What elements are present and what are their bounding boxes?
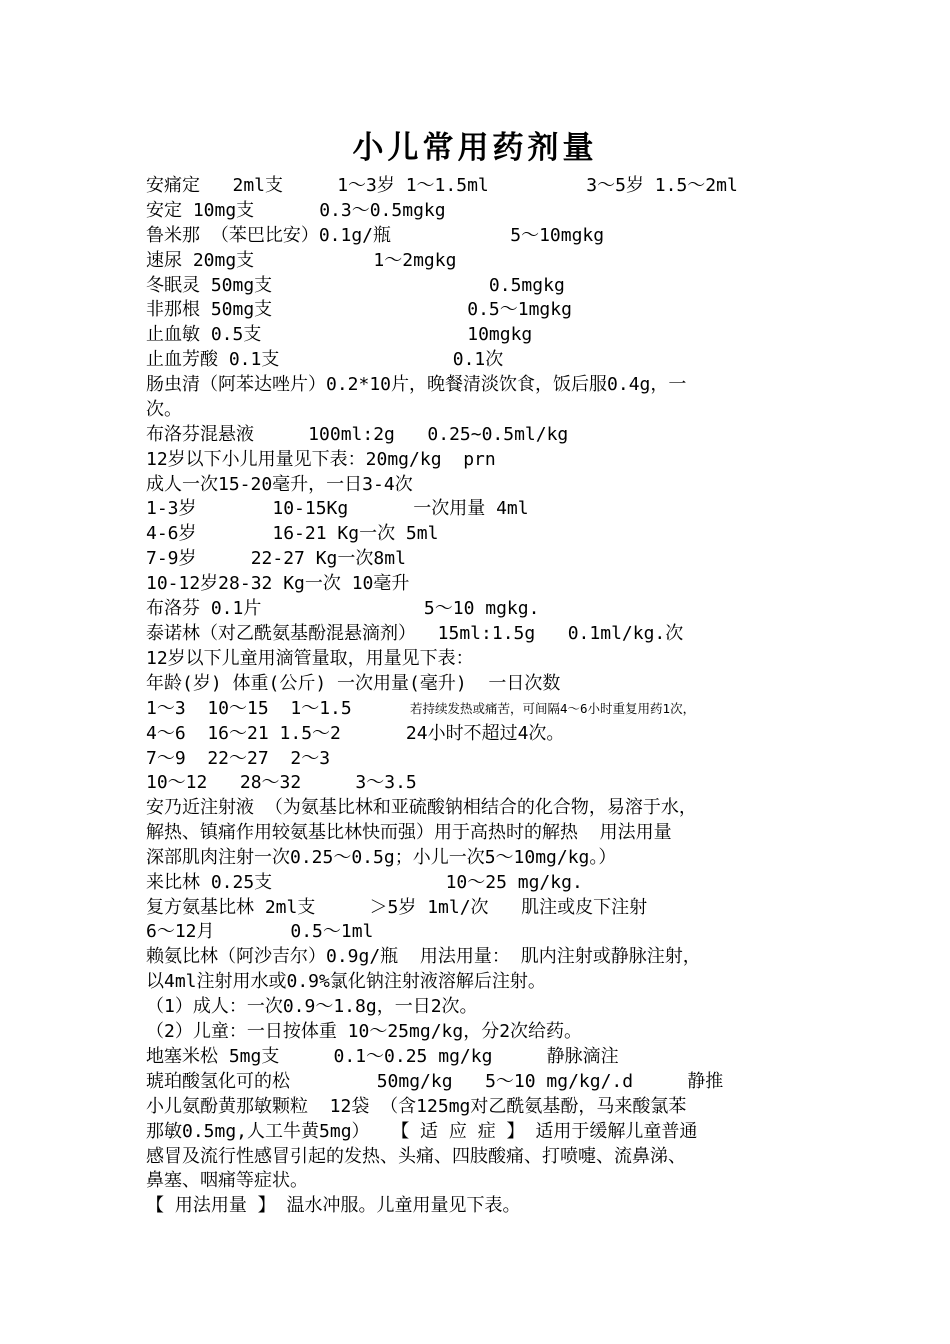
text-line: 10～12 28～32 3～3.5: [146, 772, 417, 793]
text-line: 1～3 10～15 1～1.5: [146, 698, 352, 719]
text-line: 【 用法用量 】 温水冲服。儿童用量见下表。: [146, 1195, 521, 1216]
text-line: 冬眠灵 50mg支 0.5mgkg: [146, 275, 565, 296]
text-line: 年龄(岁) 体重(公斤) 一次用量(毫升) 一日次数: [146, 673, 561, 694]
text-line: 成人一次15-20毫升，一日3-4次: [146, 474, 413, 495]
text-line: 安痛定 2ml支 1～3岁 1～1.5ml 3～5岁 1.5～2ml: [146, 175, 738, 196]
text-line: 深部肌肉注射一次0.25～0.5g；小儿一次5～10mg/kg。）: [146, 847, 617, 868]
text-line: （2）儿童：一日按体重 10～25mg/kg，分2次给药。: [146, 1021, 583, 1042]
text-line: 小儿氨酚黄那敏颗粒 12袋 （含125mg对乙酰氨基酚，马来酸氯苯: [146, 1096, 687, 1117]
page-title: 小儿常用药剂量: [352, 130, 598, 166]
text-line: 止血芳酸 0.1支 0.1次: [146, 349, 504, 370]
text-line: 7-9岁 22-27 Kg一次8ml: [146, 548, 406, 569]
text-line: 那敏0.5mg,人工牛黄5mg） 【 适 应 症 】 适用于缓解儿童普通: [146, 1121, 698, 1142]
text-line: 10-12岁28-32 Kg一次 10毫升: [146, 573, 410, 594]
text-line: 来比林 0.25支 10～25 mg/kg.: [146, 872, 583, 893]
text-line: 布洛芬混悬液 100ml:2g 0.25~0.5ml/kg: [146, 424, 569, 445]
text-line: 鼻塞、咽痛等症状。: [146, 1170, 308, 1191]
text-line: 鲁米那 （苯巴比安）0.1g/瓶 5～10mgkg: [146, 225, 605, 246]
text-line: 止血敏 0.5支 10mgkg: [146, 324, 533, 345]
dosage-note: 若持续发热或痛苦，可间隔4～6小时重复用药1次，: [410, 701, 696, 716]
text-line: 1-3岁 10-15Kg 一次用量 4ml: [146, 498, 529, 519]
text-line: 感冒及流行性感冒引起的发热、头痛、四肢酸痛、打喷嚏、流鼻涕、: [146, 1146, 686, 1167]
text-line: 以4ml注射用水或0.9%氯化钠注射液溶解后注射。: [146, 971, 546, 992]
text-line: 非那根 50mg支 0.5～1mgkg: [146, 299, 572, 320]
text-line: 赖氨比林（阿沙吉尔）0.9g/瓶 用法用量： 肌内注射或静脉注射，: [146, 946, 701, 967]
text-line: 7～9 22～27 2～3: [146, 748, 331, 769]
text-line: 4-6岁 16-21 Kg一次 5ml: [146, 523, 439, 544]
text-line: （1）成人：一次0.9～1.8g，一日2次。: [146, 996, 478, 1017]
text-line: 肠虫清（阿苯达唑片）0.2*10片，晚餐清淡饮食，饭后服0.4g，一: [146, 374, 687, 395]
text-line: 布洛芬 0.1片 5～10 mgkg.: [146, 598, 540, 619]
text-line: 次。: [146, 399, 182, 420]
text-line: 12岁以下小儿用量见下表：20mg/kg prn: [146, 449, 496, 470]
text-line: 速尿 20mg支 1～2mgkg: [146, 250, 457, 271]
text-line: 安定 10mg支 0.3～0.5mgkg: [146, 200, 446, 221]
text-line: 地塞米松 5mg支 0.1～0.25 mg/kg 静脉滴注: [146, 1046, 619, 1067]
text-line: 泰诺林（对乙酰氨基酚混悬滴剂） 15ml:1.5g 0.1ml/kg.次: [146, 623, 684, 644]
text-line: 4～6 16～21 1.5～2 24小时不超过4次。: [146, 723, 565, 744]
text-line: 12岁以下儿童用滴管量取，用量见下表：: [146, 648, 474, 669]
text-line: 安乃近注射液 （为氨基比林和亚硫酸钠相结合的化合物，易溶于水，: [146, 797, 697, 818]
text-line: 6～12月 0.5～1ml: [146, 921, 374, 942]
text-line: 琥珀酸氢化可的松 50mg/kg 5～10 mg/kg/.d 静推: [146, 1071, 724, 1092]
text-line: 解热、镇痛作用较氨基比林快而强）用于高热时的解热 用法用量: [146, 822, 672, 843]
text-line: 复方氨基比林 2ml支 ＞5岁 1ml/次 肌注或皮下注射: [146, 897, 648, 918]
